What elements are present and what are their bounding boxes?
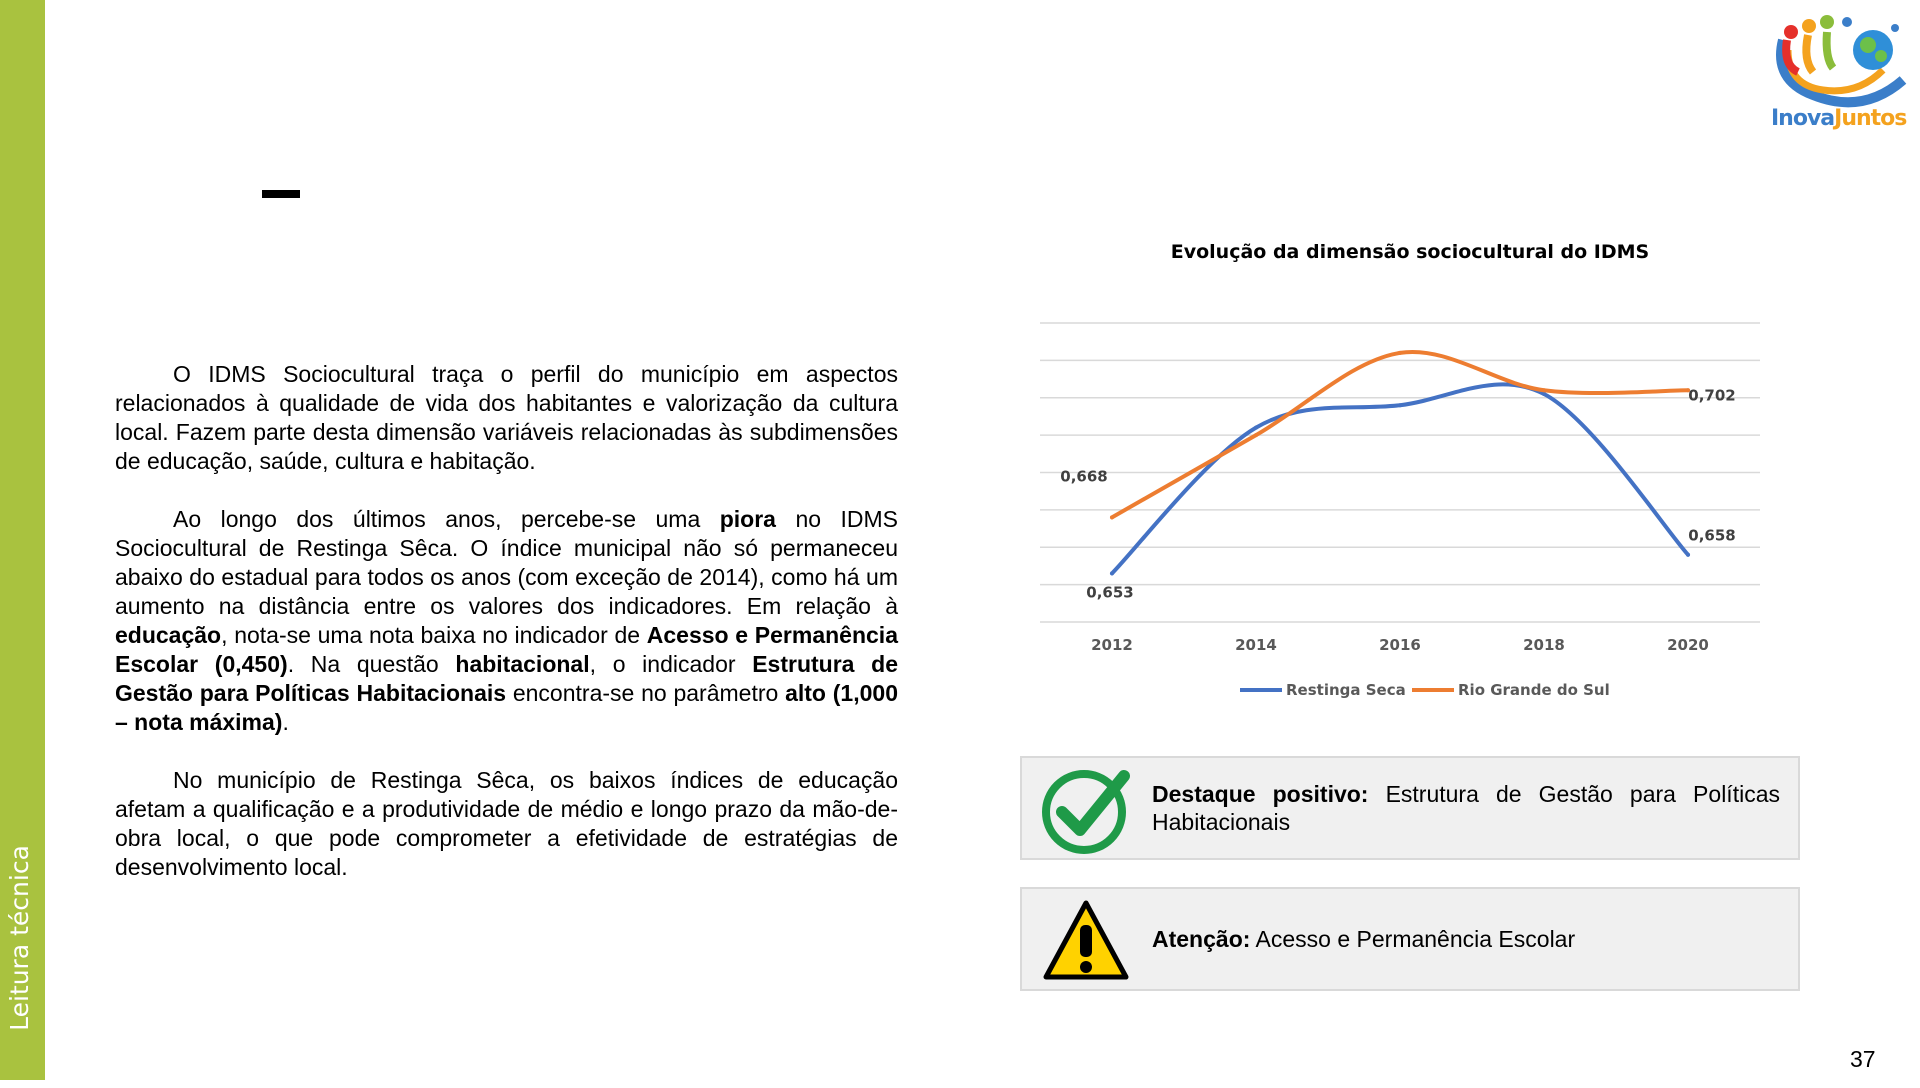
- line-chart: [1040, 300, 1780, 720]
- data-point: [1398, 403, 1402, 407]
- sidebar: [0, 0, 45, 1080]
- legend-label: Restinga Seca: [1286, 681, 1406, 699]
- data-point: [1254, 426, 1258, 430]
- paragraph-2: Ao longo dos últimos anos, percebe-se uma piora no IDMS Sociocultural de Restinga Sêca. O índice municipal não só permaneceu abaixo do estadual para todos os anos (com exceção de 2014), como há um aumento na distância entre os valores dos indicadores. Em relação à educação, nota-se uma nota baixa no indicador de Acesso e Permanência Escolar (0,450). Na questão habitacional, o indicador Estrutura de Gestão para Políticas Habitacionais encontra-se no parâmetro alto (1,000 – nota máxima).: [115, 506, 898, 735]
- x-tick-label: 2018: [1523, 636, 1565, 654]
- data-point: [1398, 351, 1402, 355]
- data-label: 0,658: [1688, 526, 1736, 545]
- legend-label: Rio Grande do Sul: [1458, 681, 1610, 699]
- paragraph-3: No município de Restinga Sêca, os baixos índices de educação afetam a qualificação e a produtividade de médio e longo prazo da mão-de-obra local, o que pode comprometer a efetividade de estratégias de desenvolvimento local.: [115, 767, 898, 880]
- title-dash: [262, 190, 300, 198]
- positive-highlight-text: Destaque positivo: Estrutura de Gestão para Políticas Habitacionais: [1152, 781, 1780, 835]
- data-point: [1110, 571, 1114, 575]
- data-label: 0,702: [1688, 386, 1736, 405]
- data-point: [1254, 433, 1258, 437]
- page-number: 37: [1850, 1046, 1876, 1072]
- x-tick-label: 2012: [1091, 636, 1133, 654]
- data-point: [1542, 392, 1546, 396]
- data-point: [1686, 553, 1690, 557]
- section-label: Leitura técnica: [5, 845, 34, 1031]
- warning-icon: [1040, 895, 1132, 987]
- x-tick-label: 2014: [1235, 636, 1277, 654]
- paragraph-1: O IDMS Sociocultural traça o perfil do município em aspectos relacionados à qualidade de vida dos habitantes e valorização da cultura local. Fazem parte desta dimensão variáveis relacionadas às subdimensões de educação, saúde, cultura e habitação.: [115, 361, 898, 474]
- attention-box: [1020, 887, 1800, 991]
- data-point: [1110, 515, 1114, 519]
- attention-text: Atenção: Acesso e Permanência Escolar: [1152, 926, 1576, 952]
- body-text: [115, 360, 898, 911]
- series-line: [1112, 384, 1688, 573]
- data-label: 0,668: [1060, 467, 1108, 486]
- x-tick-label: 2020: [1667, 636, 1709, 654]
- data-label: 0,653: [1086, 583, 1134, 602]
- data-point: [1542, 388, 1546, 392]
- positive-highlight-box: [1020, 756, 1800, 860]
- x-tick-label: 2016: [1379, 636, 1421, 654]
- check-icon: [1040, 764, 1132, 856]
- chart-title: Evolução da dimensão sociocultural do IDMS: [1170, 241, 1650, 263]
- logo-text: InovaJuntos: [1771, 106, 1907, 131]
